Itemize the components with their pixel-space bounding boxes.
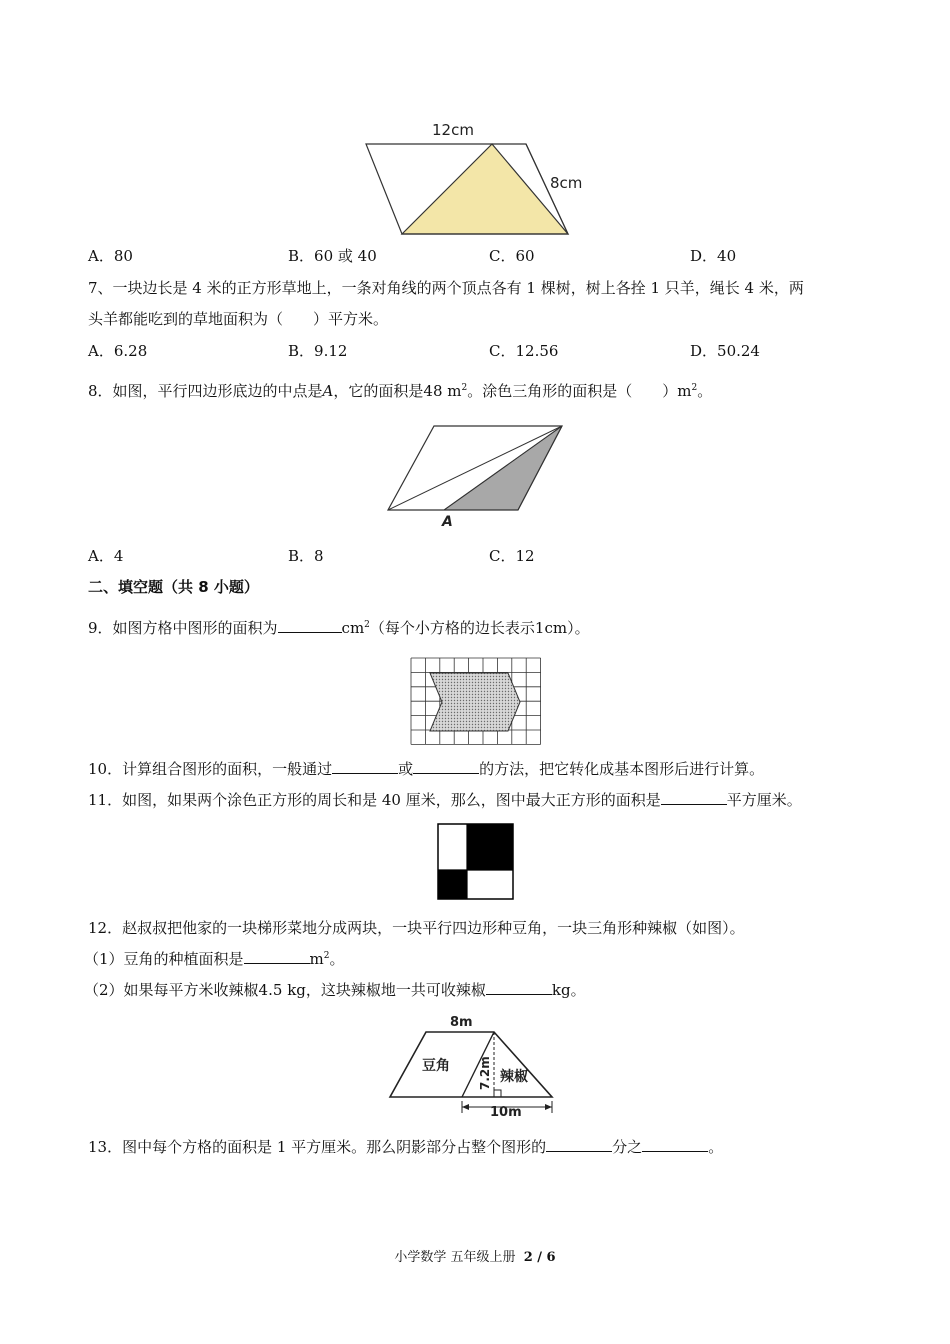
q12-right-region-label: 辣椒 bbox=[500, 1069, 528, 1085]
q9-question bbox=[88, 617, 590, 638]
q7-option-d[interactable]: D．50.24 bbox=[690, 342, 760, 360]
q10-question bbox=[88, 758, 764, 779]
q9-len: 1 bbox=[534, 619, 545, 637]
q8-point-label: A bbox=[442, 514, 453, 530]
q11-small-black-square bbox=[438, 870, 467, 899]
q6-top-label: 12cm bbox=[432, 121, 474, 139]
q11-blank[interactable] bbox=[661, 790, 727, 805]
q11-square-figure bbox=[436, 822, 516, 902]
q8-text-a: 8．如图，平行四边形底边的中点是 bbox=[88, 382, 323, 400]
q12-base-label: 10m bbox=[490, 1105, 522, 1120]
q8-parallelogram-figure bbox=[382, 420, 572, 532]
q7-option-c[interactable]: C．12.56 bbox=[489, 342, 559, 360]
q10-text-b: 或 bbox=[398, 760, 414, 778]
q9-grid-figure bbox=[408, 654, 544, 748]
q12-sub2-unit: kg bbox=[287, 981, 306, 999]
q12-left-region-label: 豆角 bbox=[422, 1058, 450, 1074]
q12-trapezoid bbox=[390, 1032, 552, 1097]
q9-unit: cm bbox=[341, 619, 365, 637]
q8-unit-end: m bbox=[677, 382, 692, 400]
q8-option-c[interactable]: C．12 bbox=[489, 547, 535, 565]
q12-sub1 bbox=[84, 948, 345, 969]
q6-option-b[interactable]: B．60 或 40 bbox=[288, 247, 377, 265]
q12-sub1-blank[interactable] bbox=[244, 949, 310, 964]
q12-sub1-text: （1）豆角的种植面积是 bbox=[84, 950, 244, 968]
q12-sub2-blank[interactable] bbox=[486, 980, 552, 995]
q12-sub1-sup: 2 bbox=[323, 951, 330, 961]
q6-option-c[interactable]: C．60 bbox=[489, 247, 535, 265]
q13-question bbox=[88, 1136, 723, 1157]
q12-top-label: 8m bbox=[450, 1015, 473, 1030]
q9-text-b: （每个小方格的边长表示 bbox=[369, 619, 535, 637]
q7-text-line1: 7、一块边长是 4 米的正方形草地上，一条对角线的两个顶点各有 1 棵树，树上各拴 1 只羊，绳长 4 米，两 bbox=[88, 279, 804, 297]
footer-page-number: 2 / 6 bbox=[523, 1250, 556, 1265]
q12-sub2-num: 4.5 bbox=[258, 981, 283, 999]
q9-shaded-shape bbox=[430, 673, 520, 731]
q11-question bbox=[88, 789, 802, 810]
q8-text-c: 。涂色三角形的面积是（ ） bbox=[467, 382, 678, 400]
q12-sub2-end: 。 bbox=[570, 981, 586, 999]
q13-blank-2[interactable] bbox=[642, 1137, 708, 1152]
q12-sub2-unit2: kg bbox=[551, 981, 571, 999]
q8-area: 48 bbox=[423, 382, 443, 400]
q9-unit-sup: 2 bbox=[364, 620, 370, 630]
q9-text-a: 9．如图方格中图形的面积为 bbox=[88, 619, 278, 637]
q6-option-a[interactable]: A．80 bbox=[88, 247, 133, 265]
q10-text-c: 的方法，把它转化成基本图形后进行计算。 bbox=[479, 760, 765, 778]
q8-question bbox=[88, 380, 712, 401]
q6-parallelogram-figure bbox=[360, 116, 590, 242]
q8-text-b: ，它的面积是 bbox=[333, 382, 424, 400]
q12-sub2-text-b: ，这块辣椒地一共可收辣椒 bbox=[305, 981, 486, 999]
q12-sub2-text-a: （2）如果每平方米收辣椒 bbox=[84, 981, 259, 999]
section-title: 二、填空题（共 8 小题） bbox=[88, 578, 259, 596]
q8-option-b[interactable]: B．8 bbox=[288, 547, 324, 565]
q13-text-a: 13．图中每个方格的面积是 1 平方厘米。那么阴影部分占整个图形的 bbox=[88, 1138, 547, 1156]
q12-trapezoid-figure bbox=[386, 1010, 558, 1122]
q7-option-a[interactable]: A．6.28 bbox=[88, 342, 148, 360]
q8-option-a[interactable]: A．4 bbox=[88, 547, 124, 565]
page-footer bbox=[0, 1246, 950, 1265]
q11-text-a: 11．如图，如果两个涂色正方形的周长和是 40 厘米，那么，图中最大正方形的面积是 bbox=[88, 791, 661, 809]
q11-text-b: 平方厘米。 bbox=[726, 791, 802, 809]
q12-height-label: 7.2m bbox=[478, 1056, 492, 1090]
q12-sub1-end: 。 bbox=[329, 950, 345, 968]
q12-text: 12．赵叔叔把他家的一块梯形菜地分成两块，一块平行四边形种豆角，一块三角形种辣椒（如图）。 bbox=[88, 919, 745, 937]
q11-big-black-square bbox=[467, 824, 513, 870]
q13-blank-1[interactable] bbox=[546, 1137, 612, 1152]
q12-sub2 bbox=[84, 979, 586, 1000]
q7-text-line2: 头羊都能吃到的草地面积为（ ）平方米。 bbox=[88, 310, 389, 328]
q8-unit: m bbox=[447, 382, 462, 400]
q9-text-c: ）。 bbox=[567, 619, 590, 637]
q8-end: 。 bbox=[697, 382, 713, 400]
q10-blank-1[interactable] bbox=[332, 759, 398, 774]
q8-unit-sup: 2 bbox=[461, 383, 468, 393]
q9-answer-blank[interactable] bbox=[278, 618, 342, 633]
q13-text-b: 分之 bbox=[612, 1138, 643, 1156]
q8-point: A bbox=[322, 382, 334, 400]
q8-unit-end-sup: 2 bbox=[691, 383, 698, 393]
q12-sub1-unit: m bbox=[309, 950, 324, 968]
q6-side-label: 8cm bbox=[550, 174, 583, 192]
footer-text: 小学数学 五年级上册 bbox=[394, 1250, 516, 1265]
q10-text-a: 10．计算组合图形的面积，一般通过 bbox=[88, 760, 333, 778]
q6-option-d[interactable]: D．40 bbox=[690, 247, 737, 265]
q13-text-c: 。 bbox=[708, 1138, 724, 1156]
q7-option-b[interactable]: B．9.12 bbox=[288, 342, 348, 360]
q10-blank-2[interactable] bbox=[413, 759, 479, 774]
q9-len-unit: cm bbox=[544, 619, 568, 637]
q6-shaded-triangle bbox=[402, 144, 568, 234]
